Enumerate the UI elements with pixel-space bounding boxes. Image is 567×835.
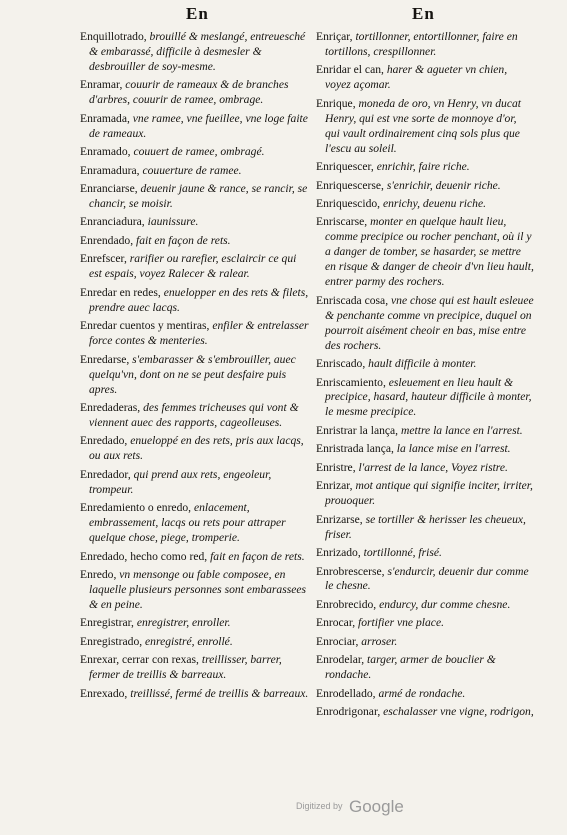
entry-definition: harer & agueter vn chien, voyez açomar. bbox=[325, 63, 508, 92]
running-head-right: En bbox=[412, 4, 435, 23]
dictionary-entry bbox=[316, 160, 534, 175]
dictionary-entry bbox=[316, 294, 534, 354]
entry-definition: deuenir jaune & rance, se rancir, se chancir, se moisir. bbox=[89, 182, 308, 211]
dictionary-entry bbox=[316, 653, 534, 683]
entry-headword: Enramada, bbox=[80, 111, 130, 125]
dictionary-entry bbox=[80, 401, 310, 431]
entry-headword: Enrocar, bbox=[316, 616, 356, 630]
entry-definition: s'enrichir, deuenir riche. bbox=[383, 178, 501, 192]
dictionary-entry bbox=[80, 687, 310, 702]
entry-headword: Enriscarse, bbox=[316, 215, 368, 229]
entry-headword: Enrexar, cerrar con rexas, bbox=[80, 653, 199, 667]
entry-headword: Enrodelar, bbox=[316, 653, 365, 667]
entry-definition: enrichy, deuenu riche. bbox=[380, 197, 486, 211]
entry-definition: mot antique qui signifie inciter, irriter, prouoquer. bbox=[325, 479, 533, 508]
dictionary-entry bbox=[316, 442, 534, 457]
dictionary-entry bbox=[316, 687, 534, 702]
entry-headword: Enredaderas, bbox=[80, 400, 141, 414]
entry-headword: Enrizado, bbox=[316, 546, 361, 560]
entry-definition: esleuement en lieu hault & precipice, hasard, hauteur difficile à monter, le mesme precipice. bbox=[325, 375, 532, 419]
entry-definition: enfiler & entrelasser force contes & menteries. bbox=[89, 319, 309, 348]
entry-definition: treillissé, fermé de treillis & barreaux. bbox=[127, 686, 309, 700]
dictionary-entry bbox=[80, 568, 310, 613]
entry-definition: moneda de oro, vn Henry, vn ducat Henry, qui est vne sorte de monnoye d'or, qui vault ordinairement cinq sols plus que l'escu au soleil. bbox=[325, 96, 521, 155]
dictionary-entry bbox=[316, 30, 534, 60]
dictionary-entry bbox=[80, 434, 310, 464]
entry-definition: enrichir, faire riche. bbox=[373, 160, 470, 174]
entry-headword: Enrizar, bbox=[316, 479, 353, 493]
entry-headword: Enrodellado, bbox=[316, 686, 376, 700]
entry-definition: enregistrer, enroller. bbox=[133, 616, 231, 630]
dictionary-entry bbox=[80, 234, 310, 249]
dictionary-entry bbox=[316, 197, 534, 212]
entry-headword: Enrobrecido, bbox=[316, 597, 377, 611]
entry-headword: Enriscado, bbox=[316, 357, 366, 371]
entry-definition: eschalasser vne vigne, rodrigon, bbox=[380, 705, 534, 719]
entry-headword: Enristrada lança, bbox=[316, 442, 394, 456]
entry-headword: Enriçar, bbox=[316, 30, 353, 43]
dictionary-entry bbox=[316, 357, 534, 372]
dictionary-entry bbox=[316, 97, 534, 157]
entry-headword: Enrizarse, bbox=[316, 512, 363, 526]
dictionary-entry bbox=[80, 501, 310, 546]
entry-headword: Enredo, bbox=[80, 568, 117, 581]
entry-headword: Enriscada cosa, bbox=[316, 293, 389, 307]
watermark-prefix: Digitized by bbox=[296, 801, 343, 811]
entry-headword: Enriquescer, bbox=[316, 160, 374, 174]
entry-headword: Enriquescido, bbox=[316, 197, 381, 211]
entry-headword: Enrobrescerse, bbox=[316, 564, 385, 578]
entry-definition: enlacement, embrassement, lacqs ou rets pour attraper quelque chose, piege, tromperie. bbox=[89, 501, 286, 545]
dictionary-entry bbox=[80, 182, 310, 212]
entry-headword: Enristre, bbox=[316, 460, 356, 474]
dictionary-entry bbox=[316, 598, 534, 613]
dictionary-entry bbox=[316, 705, 534, 720]
left-column bbox=[80, 30, 310, 705]
watermark-brand: Google bbox=[348, 797, 404, 816]
dictionary-entry bbox=[80, 215, 310, 230]
entry-definition: se tortiller & herisser les cheueux, friser. bbox=[325, 512, 526, 541]
entry-headword: Enriscamiento, bbox=[316, 375, 386, 389]
entry-definition: enregistré, enrollé. bbox=[142, 634, 233, 648]
entry-definition: monter en quelque hault lieu, comme precipice ou rocher penchant, où il y a danger de tomber, se hasarder, se mettre en risque & danger de cheoir d'vn lieu hault, entrer parmy des rochers. bbox=[325, 215, 534, 289]
dictionary-entry bbox=[316, 616, 534, 631]
entry-definition: vne chose qui est hault esleuee & penchante comme vn precipice, duquel on pourroit aisément cheoir en bas, mise entre des rochers. bbox=[325, 293, 534, 352]
entry-definition: enueloppé en des rets, pris aux lacqs, ou aux rets. bbox=[89, 434, 304, 463]
dictionary-entry bbox=[316, 546, 534, 561]
entry-definition: enuelopper en des rets & filets, prendre auec lacqs. bbox=[89, 285, 309, 314]
entry-definition: mettre la lance en l'arrest. bbox=[398, 423, 523, 437]
entry-definition: la lance mise en l'arrest. bbox=[393, 442, 511, 456]
dictionary-entry bbox=[80, 78, 310, 108]
entry-headword: Enriquescerse, bbox=[316, 178, 384, 192]
dictionary-entry bbox=[80, 616, 310, 631]
dictionary-entry bbox=[80, 30, 310, 75]
entry-definition: rarifier ou rarefier, esclaircir ce qui est espais, voyez Ralecer & ralear. bbox=[89, 252, 297, 281]
entry-headword: Enridar el can, bbox=[316, 63, 384, 77]
dictionary-entry bbox=[316, 565, 534, 595]
entry-definition: couuerture de ramee. bbox=[139, 163, 242, 177]
dictionary-entry bbox=[316, 63, 534, 93]
entry-definition: tortillonner, entortillonner, faire en tortillons, crespillonner. bbox=[325, 30, 518, 58]
entry-definition: fortifier vne place. bbox=[355, 616, 444, 630]
entry-headword: Enranciadura, bbox=[80, 215, 145, 229]
entry-definition: vn mensonge ou fable composee, en laquelle plusieurs personnes sont embarassees & en peine. bbox=[89, 568, 307, 611]
dictionary-entry bbox=[80, 112, 310, 142]
dictionary-entry bbox=[316, 215, 534, 290]
dictionary-entry bbox=[80, 653, 310, 683]
entry-headword: Enristrar la lança, bbox=[316, 423, 399, 437]
entry-headword: Enredado, bbox=[80, 434, 128, 448]
entry-definition: vne ramee, vne fueillee, vne loge faite de rameaux. bbox=[89, 111, 308, 140]
entry-definition: endurcy, dur comme chesne. bbox=[376, 597, 511, 611]
entry-definition: s'endurcir, deuenir dur comme le chesne. bbox=[325, 564, 529, 593]
dictionary-entry bbox=[80, 319, 310, 349]
entry-headword: Enredarse, bbox=[80, 352, 130, 366]
entry-definition: fait en façon de rets. bbox=[133, 233, 231, 247]
entry-headword: Enrodrigonar, bbox=[316, 705, 381, 719]
entry-definition: couuert de ramee, ombragé. bbox=[130, 145, 265, 159]
entry-headword: Enrendado, bbox=[80, 233, 134, 247]
dictionary-entry bbox=[316, 513, 534, 543]
dictionary-entry bbox=[80, 550, 310, 565]
entry-definition: brouillé & meslangé, entreuesché & embarassé, difficile à desmesler & desbrouiller de soy-mesme. bbox=[89, 30, 306, 73]
entry-headword: Enrique, bbox=[316, 96, 356, 110]
dictionary-entry bbox=[80, 286, 310, 316]
entry-headword: Enregistrado, bbox=[80, 634, 143, 648]
entry-definition: hault difficile à monter. bbox=[365, 357, 477, 371]
dictionary-entry bbox=[316, 635, 534, 650]
entry-headword: Enredar en redes, bbox=[80, 285, 161, 299]
entry-definition: iaunissure. bbox=[144, 215, 199, 229]
dictionary-entry bbox=[80, 635, 310, 650]
dictionary-entry bbox=[316, 376, 534, 421]
entry-headword: Enquillotrado, bbox=[80, 30, 147, 43]
running-head-left: En bbox=[186, 4, 209, 23]
entry-headword: Enranciarse, bbox=[80, 182, 138, 196]
dictionary-entry bbox=[316, 479, 534, 509]
entry-definition: couurir de rameaux & de branches d'arbres, couurir de ramee, ombrage. bbox=[89, 78, 289, 107]
dictionary-entry bbox=[316, 461, 534, 476]
dictionary-entry bbox=[80, 164, 310, 179]
entry-definition: treillisser, barrer, fermer de treillis & barreaux. bbox=[89, 653, 282, 682]
entry-definition: des femmes tricheuses qui vont & viennent auec des rapports, cageolleuses. bbox=[89, 400, 299, 429]
entry-headword: Enredador, bbox=[80, 467, 131, 481]
entry-headword: Enramar, bbox=[80, 78, 123, 92]
google-watermark bbox=[296, 797, 404, 817]
dictionary-entry bbox=[80, 145, 310, 160]
entry-definition: s'embarasser & s'embrouiller, auec quelqu'vn, dont on ne se peut desfaire puis apres. bbox=[89, 352, 296, 396]
entry-headword: Enramado, bbox=[80, 145, 131, 159]
entry-definition: tortillonné, frisé. bbox=[360, 546, 442, 560]
entry-headword: Enrociar, bbox=[316, 634, 359, 648]
entry-headword: Enregistrar, bbox=[80, 616, 134, 630]
dictionary-entry bbox=[80, 468, 310, 498]
dictionary-entry bbox=[316, 179, 534, 194]
entry-definition: targer, armer de bouclier & rondache. bbox=[325, 653, 496, 682]
entry-headword: Enrexado, bbox=[80, 686, 128, 700]
entry-headword: Enredado, hecho como red, bbox=[80, 549, 208, 563]
entry-definition: l'arrest de la lance, Voyez ristre. bbox=[355, 460, 508, 474]
entry-headword: Enrefscer, bbox=[80, 252, 127, 266]
entry-headword: Enredar cuentos y mentiras, bbox=[80, 319, 210, 333]
entry-definition: fait en façon de rets. bbox=[207, 549, 305, 563]
entry-headword: Enredamiento o enredo, bbox=[80, 501, 192, 515]
entry-definition: qui prend aux rets, engeoleur, trompeur. bbox=[89, 467, 272, 496]
dictionary-entry bbox=[316, 424, 534, 439]
dictionary-entry bbox=[80, 353, 310, 398]
entry-definition: armé de rondache. bbox=[375, 686, 466, 700]
right-column bbox=[316, 30, 534, 724]
entry-headword: Enramadura, bbox=[80, 163, 140, 177]
entry-definition: arroser. bbox=[358, 634, 398, 648]
dictionary-entry bbox=[80, 252, 310, 282]
